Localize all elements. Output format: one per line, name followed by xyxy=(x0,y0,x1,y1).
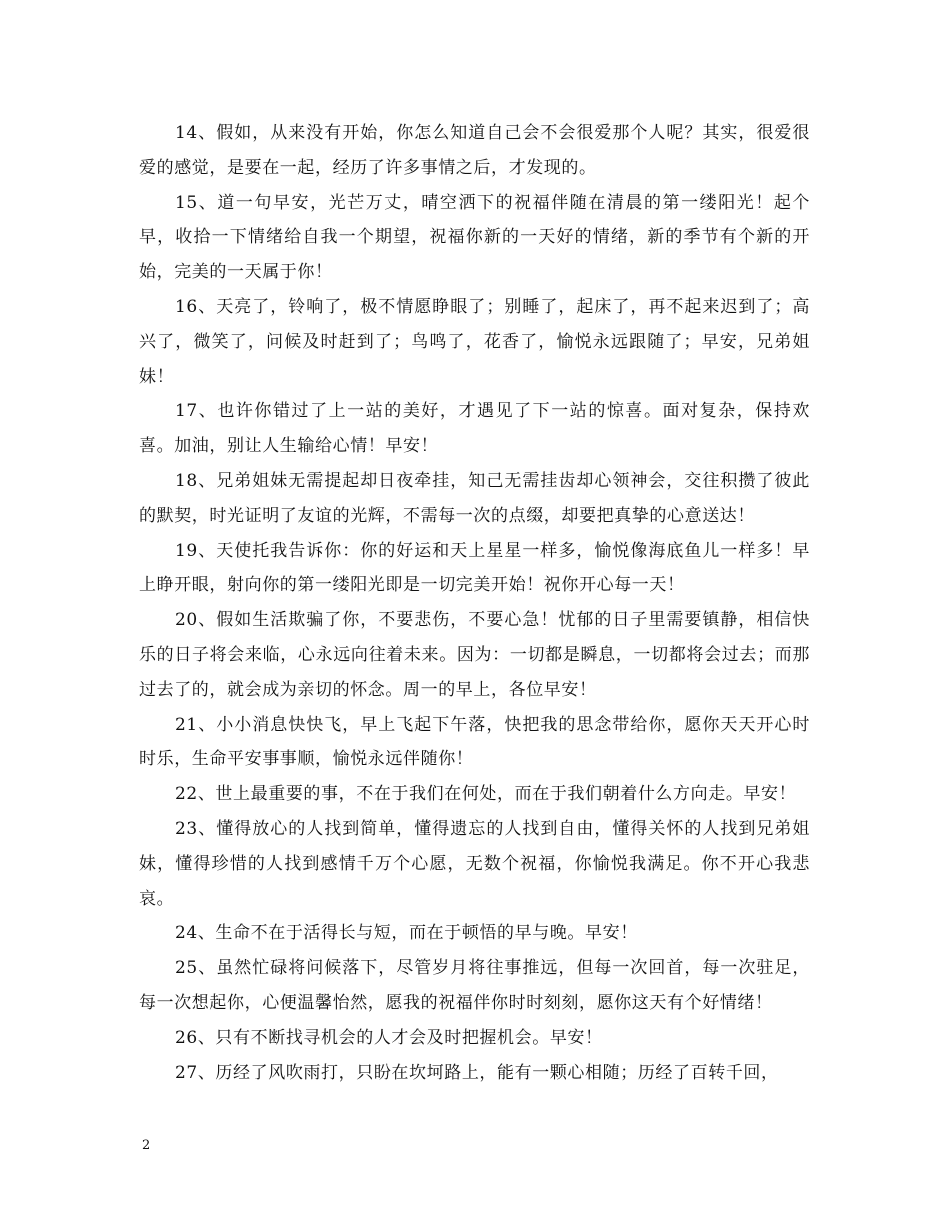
page-number: 2 xyxy=(142,1138,151,1153)
paragraph-19: 19、天使托我告诉你：你的好运和天上星星一样多，愉悦像海底鱼儿一样多！早上睁开眼，射向你的第一缕阳光即是一切完美开始！祝你开心每一天！ xyxy=(139,540,810,596)
paragraph-18: 18、兄弟姐妹无需提起却日夜牵挂，知己无需挂齿却心领神会，交往积攒了彼此的默契，时光证明了友谊的光辉，不需每一次的点缀，却要把真挚的心意送达！ xyxy=(139,470,810,526)
paragraph-22: 22、世上最重要的事，不在于我们在何处，而在于我们朝着什么方向走。早安！ xyxy=(175,784,797,805)
document-body xyxy=(139,116,810,1090)
paragraph-23: 23、懂得放心的人找到简单，懂得遗忘的人找到自由，懂得关怀的人找到兄弟姐妹，懂得珍惜的人找到感情千万个心愿，无数个祝福，你愉悦我满足。你不开心我悲哀。 xyxy=(139,818,810,909)
paragraph-15: 15、道一句早安，光芒万丈，晴空洒下的祝福伴随在清晨的第一缕阳光！起个早，收拾一下情绪给自我一个期望，祝福你新的一天好的情绪，新的季节有个新的开始，完美的一天属于你！ xyxy=(139,192,810,283)
paragraph-21: 21、小小消息快快飞，早上飞起下午落，快把我的思念带给你，愿你天天开心时时乐，生命平安事事顺，愉悦永远伴随你！ xyxy=(139,714,810,770)
paragraph-25: 25、虽然忙碌将问候落下，尽管岁月将往事推远，但每一次回首，每一次驻足，每一次想起你，心便温馨怡然，愿我的祝福伴你时时刻刻，愿你这天有个好情绪！ xyxy=(139,958,810,1013)
paragraph-24: 24、生命不在于活得长与短，而在于顿悟的早与晚。早安！ xyxy=(175,923,638,944)
paragraph-14: 14、假如，从来没有开始，你怎么知道自己会不会很爱那个人呢？其实，很爱很爱的感觉，是要在一起，经历了许多事情之后，才发现的。 xyxy=(139,123,810,178)
paragraph-16: 16、天亮了，铃响了，极不情愿睁眼了；别睡了，起床了，再不起来迟到了；高兴了，微笑了，问候及时赶到了；鸟鸣了，花香了，愉悦永远跟随了；早安，兄弟姐妹！ xyxy=(139,296,810,387)
paragraph-20: 20、假如生活欺骗了你，不要悲伤，不要心急！忧郁的日子里需要镇静，相信快乐的日子将会来临，心永远向往着未来。因为：一切都是瞬息，一切都将会过去；而那过去了的，就会成为亲切的怀念。周一的早上，各位早安！ xyxy=(139,610,810,700)
paragraph-26: 26、只有不断找寻机会的人才会及时把握机会。早安！ xyxy=(175,1027,603,1048)
paragraph-27: 27、历经了风吹雨打，只盼在坎坷路上，能有一颗心相随；历经了百转千回， xyxy=(175,1062,779,1083)
paragraph-17: 17、也许你错过了上一站的美好，才遇见了下一站的惊喜。面对复杂，保持欢喜。加油，别让人生输给心情！早安！ xyxy=(139,401,810,457)
